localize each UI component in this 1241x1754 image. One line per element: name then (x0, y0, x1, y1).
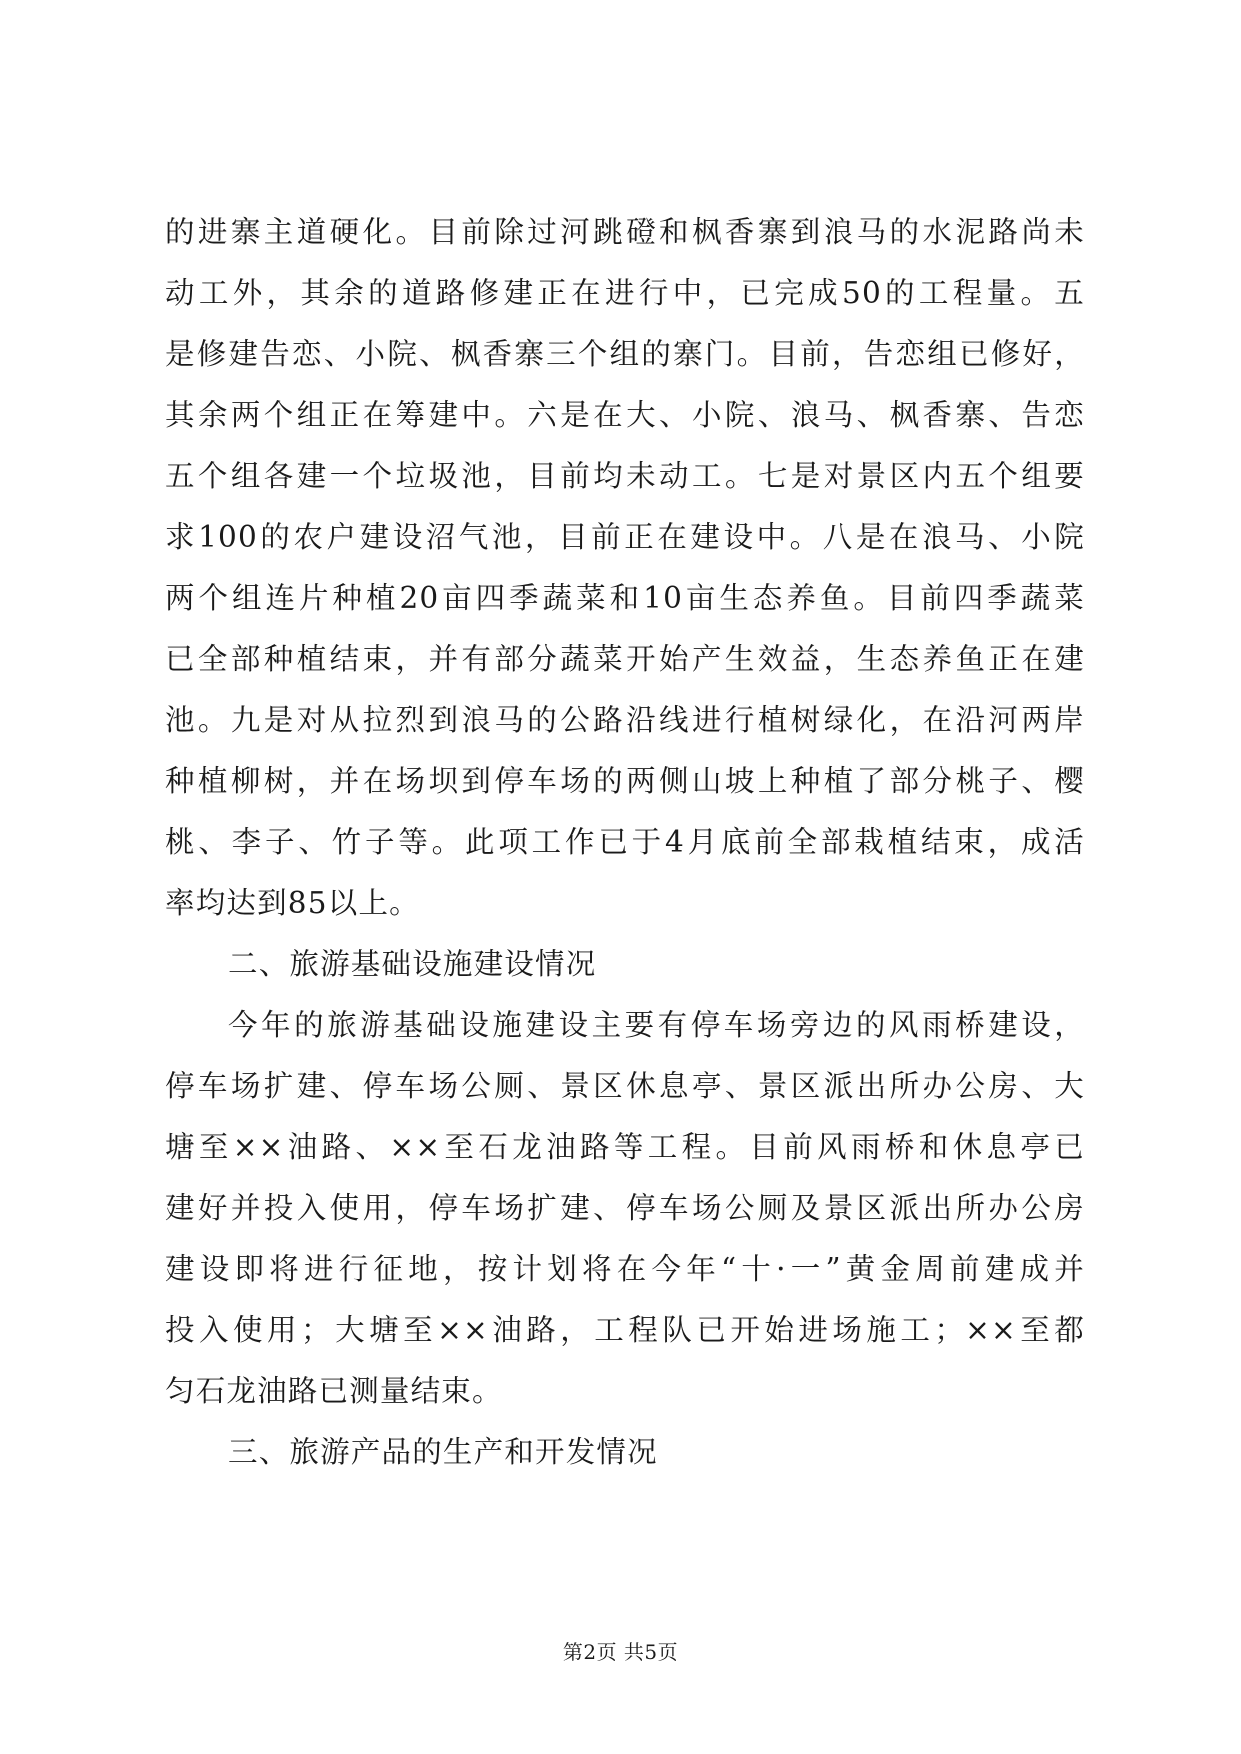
body-line: 塘至××油路、××至石龙油路等工程。目前风雨桥和休息亭已 (165, 1130, 1085, 1164)
body-line: 投入使用；大塘至××油路，工程队已开始进场施工；××至都 (165, 1313, 1085, 1347)
body-line: 五个组各建一个垃圾池，目前均未动工。七是对景区内五个组要 (165, 459, 1085, 493)
body-line: 是修建告恋、小院、枫香寨三个组的寨门。目前，告恋组已修好， (165, 337, 1085, 371)
body-line: 种植柳树，并在场坝到停车场的两侧山坡上种植了部分桃子、樱 (165, 764, 1085, 798)
body-line: 动工外，其余的道路修建正在进行中，已完成50的工程量。五 (165, 276, 1085, 310)
body-line: 停车场扩建、停车场公厕、景区休息亭、景区派出所办公房、大 (165, 1069, 1085, 1103)
body-line: 池。九是对从拉烈到浪马的公路沿线进行植树绿化，在沿河两岸 (165, 703, 1085, 737)
page-footer: 第2页 共5页 (562, 1640, 679, 1664)
body-line: 两个组连片种植20亩四季蔬菜和10亩生态养鱼。目前四季蔬菜 (165, 581, 1085, 615)
body-line: 其余两个组正在筹建中。六是在大、小院、浪马、枫香寨、告恋 (165, 398, 1085, 432)
body-line: 求100的农户建设沼气池，目前正在建设中。八是在浪马、小院 (165, 520, 1085, 554)
section-heading: 三、旅游产品的生产和开发情况 (228, 1435, 658, 1469)
body-line: 建设即将进行征地，按计划将在今年“十·一”黄金周前建成并 (165, 1252, 1085, 1286)
body-line: 今年的旅游基础设施建设主要有停车场旁边的风雨桥建设， (228, 1008, 1085, 1042)
body-line: 已全部种植结束，并有部分蔬菜开始产生效益，生态养鱼正在建 (165, 642, 1085, 676)
section-heading: 二、旅游基础设施建设情况 (228, 947, 597, 981)
body-line: 匀石龙油路已测量结束。 (165, 1374, 503, 1408)
body-line: 建好并投入使用，停车场扩建、停车场公厕及景区派出所办公房 (165, 1191, 1085, 1225)
body-line: 率均达到85以上。 (165, 886, 420, 920)
body-line: 的进寨主道硬化。目前除过河跳磴和枫香寨到浪马的水泥路尚未 (165, 215, 1085, 249)
body-line: 桃、李子、竹子等。此项工作已于4月底前全部栽植结束，成活 (165, 825, 1085, 859)
